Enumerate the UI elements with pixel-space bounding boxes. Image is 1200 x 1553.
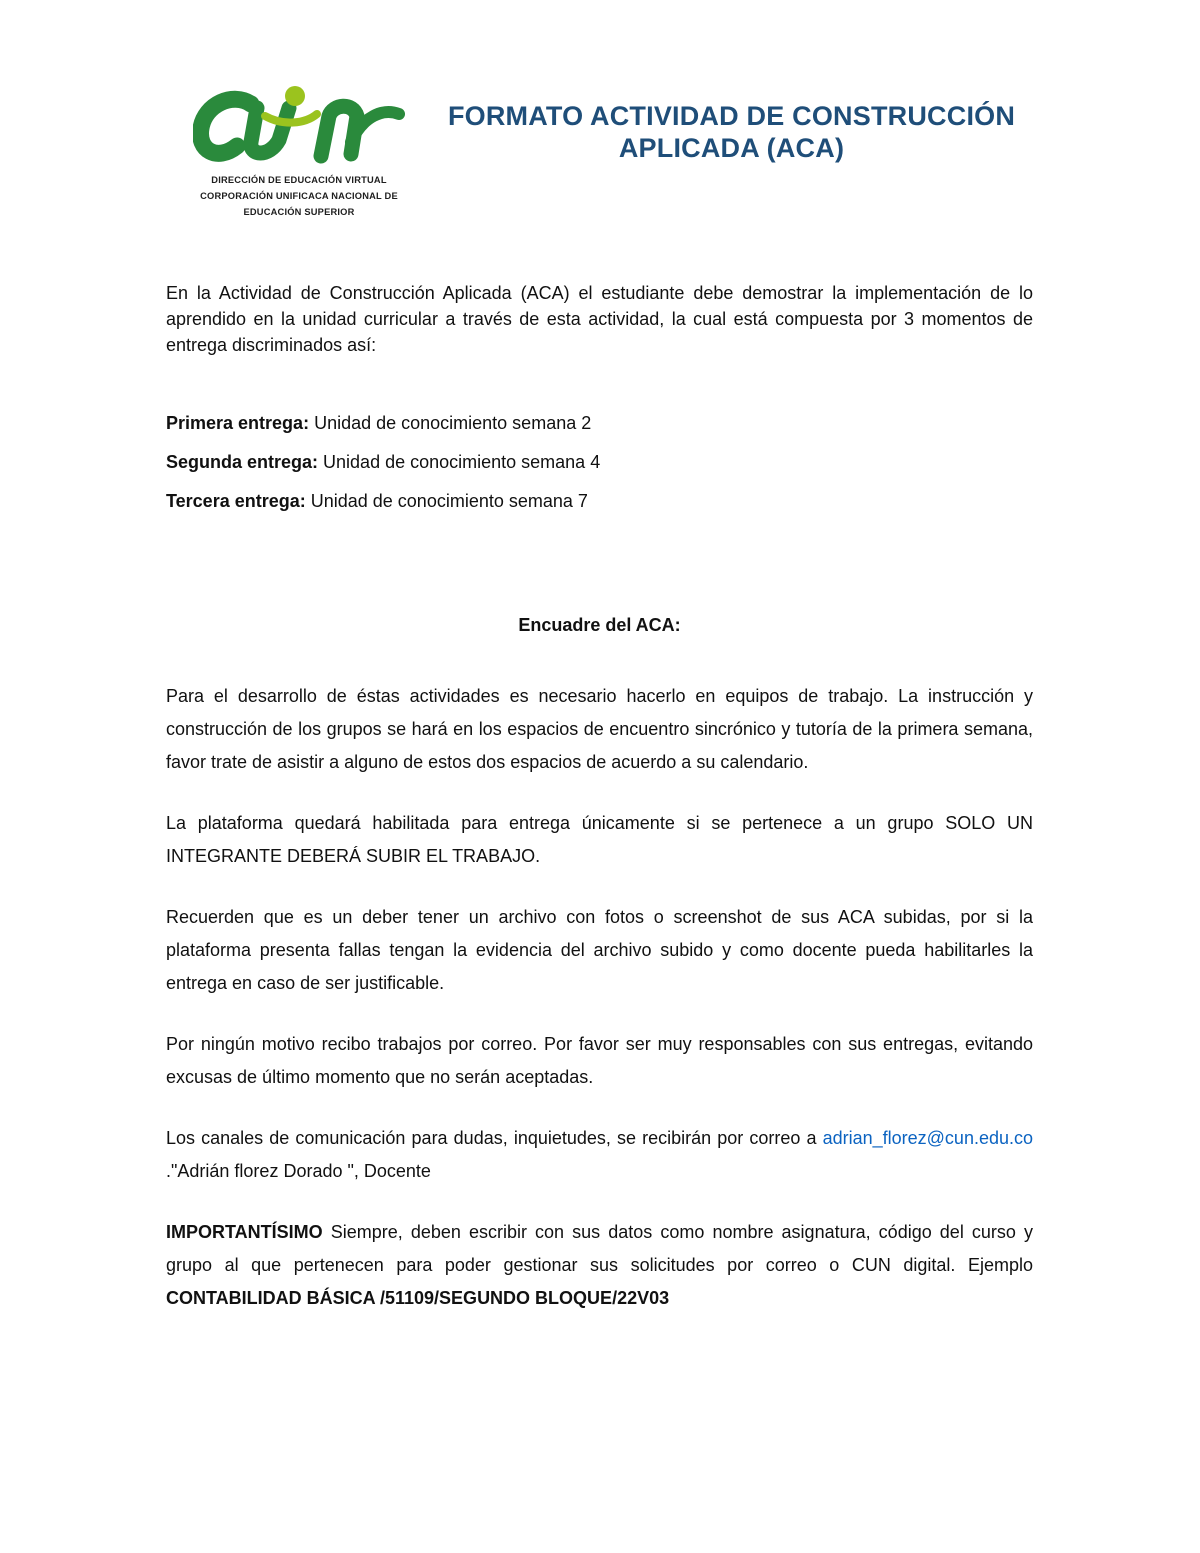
- document-title-line-1: FORMATO ACTIVIDAD DE CONSTRUCCIÓN: [447, 101, 1016, 131]
- cun-logo: [190, 82, 408, 220]
- contact-signature: ."Adrián florez Dorado ", Docente: [166, 1161, 431, 1181]
- section-title: Encuadre del ACA:: [518, 615, 681, 635]
- paragraph-contact: [166, 1122, 1033, 1188]
- logo-subtitle-line: CORPORACIÓN UNIFICACA NACIONAL DE: [200, 191, 398, 201]
- delivery-label: Segunda entrega:: [166, 452, 319, 472]
- delivery-text: Unidad de conocimiento semana 2: [309, 413, 592, 433]
- delivery-item: [166, 449, 1033, 475]
- document-body: [166, 280, 1033, 1315]
- logo-subtitle-line: DIRECCIÓN DE EDUCACIÓN VIRTUAL: [211, 175, 387, 185]
- delivery-text: Unidad de conocimiento semana 7: [305, 491, 588, 511]
- paragraph-no-email: Por ningún motivo recibo trabajos por correo. Por favor ser muy responsables con sus entregas, evitando excusas de último momento que no serán aceptadas.: [166, 1034, 1033, 1087]
- cun-logo-mark: [193, 82, 405, 166]
- delivery-item: [166, 488, 1033, 514]
- delivery-label: Primera entrega:: [166, 413, 310, 433]
- important-text: Siempre, deben escribir con sus datos como nombre asignatura, código del curso y grupo al que pertenecen para poder gestionar sus solicitudes por correo o CUN digital. Ejemplo: [166, 1222, 1033, 1275]
- example-code: CONTABILIDAD BÁSICA /51109/SEGUNDO BLOQUE/22V03: [166, 1288, 670, 1308]
- delivery-label: Tercera entrega:: [166, 491, 306, 511]
- document-title: [430, 100, 1033, 164]
- contact-text: Los canales de comunicación para dudas, inquietudes, se recibirán por correo a: [166, 1128, 823, 1148]
- paragraph-teams: Para el desarrollo de éstas actividades es necesario hacerlo en equipos de trabajo. La instrucción y construcción de los grupos se hará en los espacios de encuentro sincrónico y tutoría de la primera semana, favor trate de asistir a alguno de estos dos espacios de acuerdo a su calendario.: [166, 686, 1033, 772]
- paragraph-evidence: Recuerden que es un deber tener un archivo con fotos o screenshot de sus ACA subidas, por si la plataforma presenta fallas tengan la evidencia del archivo subido y como docente pueda habilitarles la entrega en caso de ser justificable.: [166, 907, 1033, 993]
- paragraph-platform: La plataforma quedará habilitada para entrega únicamente si se pertenece a un grupo SOLO UN INTEGRANTE DEBERÁ SUBIR EL TRABAJO.: [166, 813, 1033, 866]
- important-label: IMPORTANTÍSIMO: [166, 1222, 323, 1242]
- logo-subtitle-line: EDUCACIÓN SUPERIOR: [243, 207, 355, 217]
- logo-subtitle: [190, 172, 408, 220]
- intro-paragraph: En la Actividad de Construcción Aplicada (ACA) el estudiante debe demostrar la implementación de lo aprendido en la unidad curricular a través de esta actividad, la cual está compuesta por 3 momentos de entrega discriminados así:: [166, 283, 1033, 355]
- delivery-text: Unidad de conocimiento semana 4: [318, 452, 601, 472]
- delivery-item: [166, 410, 1033, 436]
- document-title-line-2: APLICADA (ACA): [618, 133, 845, 163]
- paragraph-important: [166, 1216, 1033, 1315]
- email-link[interactable]: adrian_florez@cun.edu.co: [822, 1128, 1033, 1148]
